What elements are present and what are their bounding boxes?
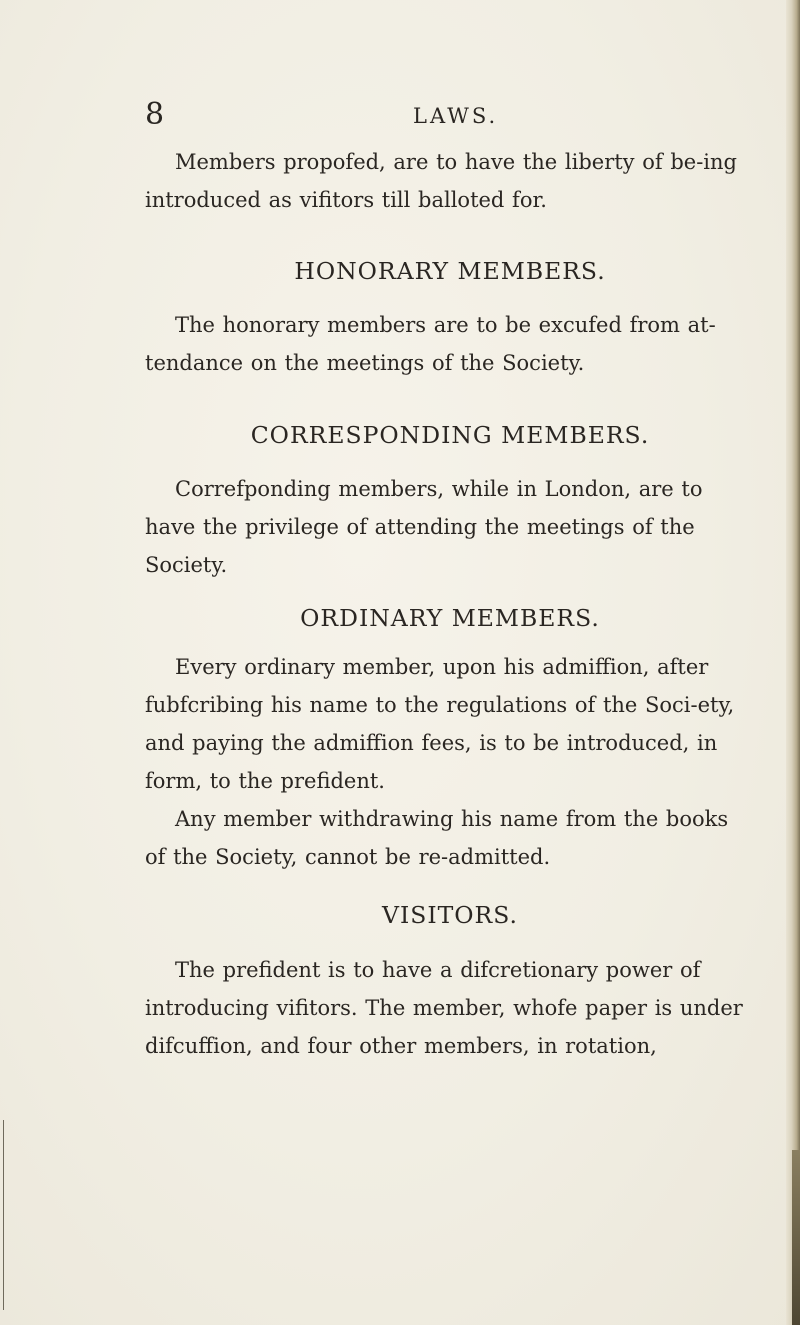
paragraph: Correfponding members, while in London, are to have the privilege of attending the meetings of the Society. (145, 477, 703, 577)
page-edge-shadow (786, 0, 800, 1325)
page-edge-binding (792, 1150, 800, 1325)
section-heading-ordinary: ORDINARY MEMBERS. (300, 604, 600, 632)
section-heading-visitors: VISITORS. (381, 901, 518, 929)
section-heading-honorary: HONORARY MEMBERS. (294, 257, 606, 285)
section-text-corresponding (145, 470, 755, 584)
page-number: 8 (145, 97, 165, 132)
paragraph: Every ordinary member, upon his admiffion, after fubfcribing his name to the regulations of the Soci-ety, and paying the admiffion fees, is to be introduced, in form, to the prefident. (145, 655, 735, 793)
page-header (145, 95, 515, 135)
intro-text (145, 143, 755, 219)
section-text-honorary (145, 306, 755, 382)
paragraph: Members propofed, are to have the liberty of be-ing introduced as vifitors till balloted for. (145, 150, 737, 212)
paragraph: Any member withdrawing his name from the books of the Society, cannot be re-admitted. (145, 807, 729, 869)
left-margin-line (3, 1120, 4, 1310)
paragraph: The prefident is to have a difcretionary power of introducing vifitors. The member, whofe paper is under difcuffion, and four other members, in rotation, (145, 958, 743, 1058)
section-heading-corresponding: CORRESPONDING MEMBERS. (250, 421, 650, 449)
section-text-visitors (145, 951, 755, 1065)
running-head: LAWS. (413, 104, 499, 128)
paragraph: The honorary members are to be excufed from at-tendance on the meetings of the Society. (145, 313, 716, 375)
section-text-ordinary (145, 648, 755, 876)
